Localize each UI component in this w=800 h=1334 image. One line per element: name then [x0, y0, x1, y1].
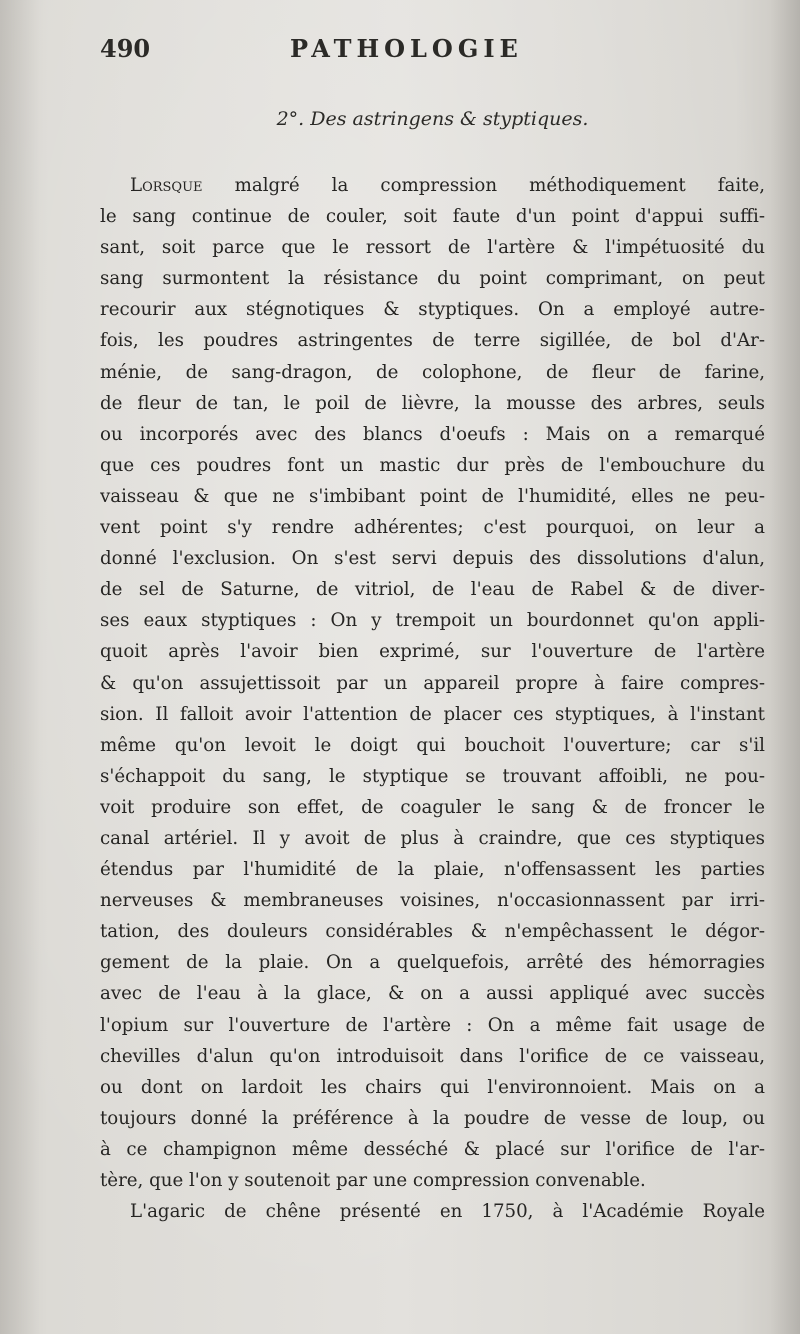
- page-edge-shadow: [770, 0, 800, 1334]
- text-line: & qu'on assujettissoit par un appareil propre à faire compres-: [100, 672, 765, 694]
- lead-word: Lorsque: [130, 175, 203, 196]
- text-line: l'opium sur l'ouverture de l'artère : On a même fait usage de: [100, 1014, 765, 1036]
- text-line-content: malgré la compression méthodiquement faite,: [202, 175, 765, 196]
- text-line: le sang continue de couler, soit faute d'un point d'appui suffi-: [100, 206, 765, 228]
- text-line: même qu'on levoit le doigt qui bouchoit l'ouverture; car s'il: [100, 734, 765, 756]
- text-line: avec de l'eau à la glace, & on a aussi appliqué avec succès: [100, 983, 765, 1005]
- text-line: vent point s'y rendre adhérentes; c'est pourquoi, on leur a: [100, 517, 765, 539]
- text-line: à ce champignon même desséché & placé sur l'orifice de l'ar-: [100, 1138, 765, 1160]
- text-line: sion. Il falloit avoir l'attention de placer ces styptiques, à l'instant: [100, 703, 765, 725]
- text-line: nerveuses & membraneuses voisines, n'occasionnassent par irri-: [100, 890, 765, 912]
- page-number: 490: [100, 34, 151, 63]
- text-line: voit produire son effet, de coaguler le sang & de froncer le: [100, 796, 765, 818]
- running-head: PATHOLOGIE: [290, 34, 523, 63]
- text-line: ménie, de sang-dragon, de colophone, de fleur de farine,: [100, 361, 765, 383]
- text-line: fois, les poudres astringentes de terre sigillée, de bol d'Ar-: [100, 330, 765, 352]
- text-line: tère, que l'on y soutenoit par une compression convenable.: [100, 1170, 646, 1191]
- text-line: ses eaux styptiques : On y trempoit un bourdonnet qu'on appli-: [100, 610, 765, 632]
- text-line: sang surmontent la résistance du point comprimant, on peut: [100, 268, 765, 290]
- text-line: [100, 170, 765, 201]
- text-line: toujours donné la préférence à la poudre de vesse de loup, ou: [100, 1107, 765, 1129]
- text-line: L'agaric de chêne présenté en 1750, à l'Académie Royale: [130, 1201, 765, 1223]
- section-title: 2°. Des astringens & styptiques.: [276, 108, 589, 130]
- text-line: canal artériel. Il y avoit de plus à craindre, que ces styptiques: [100, 827, 765, 849]
- text-line: chevilles d'alun qu'on introduisoit dans l'orifice de ce vaisseau,: [100, 1045, 765, 1067]
- text-line: que ces poudres font un mastic dur près de l'embouchure du: [100, 454, 765, 476]
- text-line: ou dont on lardoit les chairs qui l'environnoient. Mais on a: [100, 1076, 765, 1098]
- text-line: de sel de Saturne, de vitriol, de l'eau de Rabel & de diver-: [100, 579, 765, 601]
- text-line: recourir aux stégnotiques & styptiques. On a employé autre-: [100, 299, 765, 321]
- text-line: s'échappoit du sang, le styptique se trouvant affoibli, ne pou-: [100, 765, 765, 787]
- text-line: gement de la plaie. On a quelquefois, arrêté des hémorragies: [100, 952, 765, 974]
- text-line: donné l'exclusion. On s'est servi depuis des dissolutions d'alun,: [100, 548, 765, 570]
- text-line: vaisseau & que ne s'imbibant point de l'humidité, elles ne peu-: [100, 485, 765, 507]
- text-line: de fleur de tan, le poil de lièvre, la mousse des arbres, seuls: [100, 392, 765, 414]
- text-line: tation, des douleurs considérables & n'empêchassent le dégor-: [100, 921, 765, 943]
- page-gutter-shadow: [0, 0, 40, 1334]
- text-line: étendus par l'humidité de la plaie, n'offensassent les parties: [100, 859, 765, 881]
- text-line: sant, soit parce que le ressort de l'artère & l'impétuosité du: [100, 237, 765, 259]
- text-line: ou incorporés avec des blancs d'oeufs : Mais on a remarqué: [100, 423, 765, 445]
- body-text: [100, 170, 765, 1227]
- page-header: [100, 34, 765, 70]
- text-line: quoit après l'avoir bien exprimé, sur l'ouverture de l'artère: [100, 641, 765, 663]
